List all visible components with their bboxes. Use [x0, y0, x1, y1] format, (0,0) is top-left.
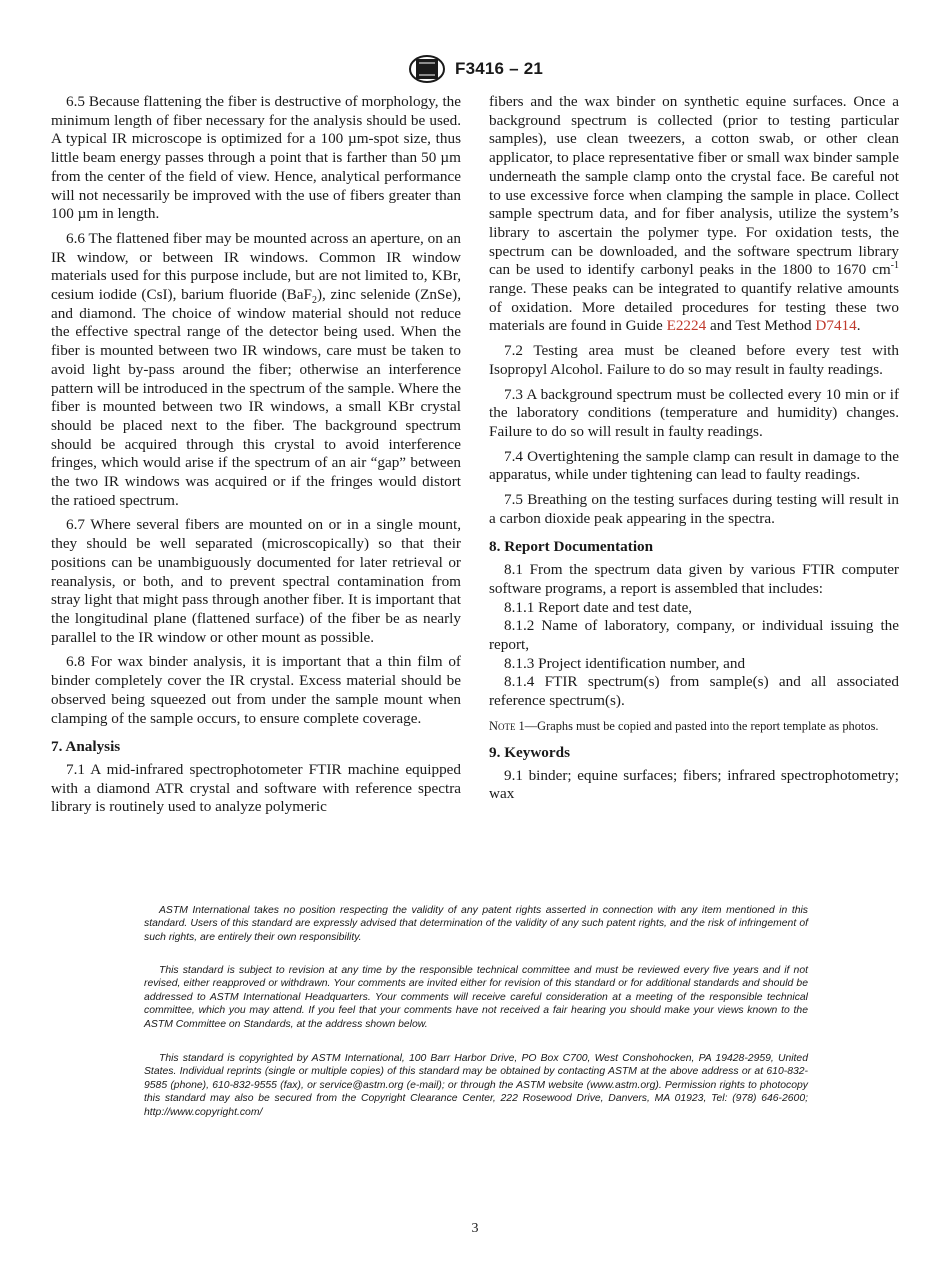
page-header: [0, 52, 950, 86]
section-heading-analysis: 7. Analysis: [51, 738, 121, 756]
paragraph-7-1-continued: fibers and the wax binder on synthetic equine surfaces. Once a background spectrum is collected (prior to testing particular samples), use clean tweezers, a cotton swab, or other clean applicator, to place representative fiber or small wax binder sample underneath the sample clamp onto the crystal face. Be careful not to use excessive force when clamping the sample in place. Collect sample spectrum data, and for fiber analysis, utilize the system’s library to ascertain the polymer type. For oxidation tests, the spectrum can be downloaded, and the software spectrum library can be used to identify carbonyl peaks in the 1800 to 1670 $cm^{-1}$ range. These peaks can be integrated to quantify relative amounts of oxidation. More detailed procedures for testing these two materials are found in Guide E2224 and Test Method D7414.: [489, 93, 899, 335]
paragraph-7-5: 7.5 Breathing on the testing surfaces during testing will result in a carbon dioxide peak appearing in the spectra.: [489, 491, 899, 527]
section-heading-report-documentation: 8. Report Documentation: [489, 538, 654, 556]
page-number: 3: [471, 1221, 479, 1236]
section-heading-keywords: 9. Keywords: [489, 743, 570, 761]
paragraph-8-1-1: 8.1.1 Report date and test date,: [504, 598, 693, 616]
footer-copyright-notice: This standard is copyrighted by ASTM International, 100 Barr Harbor Drive, PO Box C700, West Conshohocken, PA 19428-2959, United States. Individual reprints (single or multiple copies) of this standard may be obtained by contacting ASTM at the above address or at 610-832-9585 (phone), 610-832-9555 (fax), or service@astm.org (e-mail); or through the ASTM website (www.astm.org). Permission rights to photocopy this standard may also be secured from the Copyright Clearance Center, 222 Rosewood Drive, Danvers, MA 01923, Tel: (978) 646-2600; http://www.copyright.com/: [144, 1053, 808, 1118]
note-1: Note 1—Graphs must be copied and pasted into the report template as photos.: [489, 718, 879, 733]
paragraph-7-3: 7.3 A background spectrum must be collected every 10 min or if the laboratory conditions (temperature and humidity) changes. Failure to do so will result in faulty readings.: [489, 385, 899, 440]
paragraph-6-6: 6.6 The flattened fiber may be mounted across an aperture, on an IR window, or between IR windows. Common IR window materials used for this purpose include, but are not limited to, KBr, cesium iodide (CsI), barium fluoride (BaF$_2$), zinc selenide (ZnSe), and diamond. The choice of window material should not reduce the effective spectral range of the detector being used. When the fiber is mounted between two IR windows, care must be taken to avoid light by-pass around the fiber; otherwise an interference pattern will be introduced in the spectrum of the sample. Where the fiber is mounted between two IR windows, a small KBr crystal should be placed next to the fiber. The background spectrum should be acquired through this crystal to avoid interference fringes, which would arise if the spectrum of an air “gap” between the two IR windows was acquired or if the fringes would distort the ratioed spectrum.: [51, 229, 461, 509]
paragraph-6-8: 6.8 For wax binder analysis, it is important that a thin film of binder completely cover the IR crystal. Excess material should be observed being squeezed out from under the sample mount when clamping of the sample occurs, to ensure complete coverage.: [51, 653, 461, 727]
paragraph-7-1-start: 7.1 A mid-infrared spectrophotometer FTIR machine equipped with a diamond ATR crystal and software with reference spectra library is routinely used to analyze polymeric: [51, 760, 461, 816]
document-designation: F3416 – 21: [454, 59, 543, 78]
footer-patent-notice: ASTM International takes no position respecting the validity of any patent rights asserted in connection with any item mentioned in this standard. Users of this standard are expressly advised that determination of the validity of any such patent rights, and the risk of infringement of such rights, are entirely their own responsibility.: [144, 905, 808, 943]
paragraph-8-1-4: 8.1.4 FTIR spectrum(s) from sample(s) and all associated reference spectrum(s).: [489, 673, 899, 710]
reference-link-e2224[interactable]: E2224: [666, 317, 707, 335]
paragraph-9-1: 9.1 binder; equine surfaces; fibers; infrared spectrophotometry; wax: [489, 766, 899, 803]
paragraph-8-1-2: 8.1.2 Name of laboratory, company, or individual issuing the report,: [489, 617, 899, 653]
paragraph-8-1-3: 8.1.3 Project identification number, and: [504, 654, 746, 672]
paragraph-8-1: 8.1 From the spectrum data given by various FTIR computer software programs, a report is assembled that includes:: [489, 561, 899, 597]
left-column: [51, 93, 461, 823]
paragraph-6-5: 6.5 Because flattening the fiber is destructive of morphology, the minimum length of fiber necessary for the analysis should be used. A typical IR microscope is optimized for a 100 µm-spot size, thus little beam energy passes through a point that is farther than 50 µm from the center of the field of view. Hence, analytical performance will not necessarily be improved with the use of fibers greater than 100 µm in length.: [51, 93, 461, 223]
paragraph-6-7: 6.7 Where several fibers are mounted on or in a single mount, they should be well separated (microscopically) so that their positions can be unambiguously documented for later retrieval or reanalysis, or both, and to prevent spectral contamination from stray light that might pass through another fiber. It is important that the longitudinal plane (flattened surface) of the fiber be as nearly parallel to the IR window or other mount as possible.: [51, 516, 461, 646]
right-column: [489, 93, 899, 810]
footer-revision-notice: This standard is subject to revision at any time by the responsible technical committee and must be reviewed every five years and if not revised, either reapproved or withdrawn. Your comments are invited either for revision of this standard or for additional standards and should be addressed to ASTM International Headquarters. Your comments will receive careful consideration at a meeting of the responsible technical committee, which you may attend. If you feel that your comments have not received a fair hearing you should make your views known to the ASTM Committee on Standards, at the address shown below.: [144, 965, 808, 1030]
paragraph-7-2: 7.2 Testing area must be cleaned before every test with Isopropyl Alcohol. Failure to do so may result in faulty readings.: [489, 342, 899, 378]
astm-logo-icon: [407, 54, 447, 84]
reference-link-d7414[interactable]: D7414: [815, 317, 857, 335]
paragraph-7-4: 7.4 Overtightening the sample clamp can result in damage to the apparatus, while under tightening can lead to faulty readings.: [489, 447, 899, 484]
